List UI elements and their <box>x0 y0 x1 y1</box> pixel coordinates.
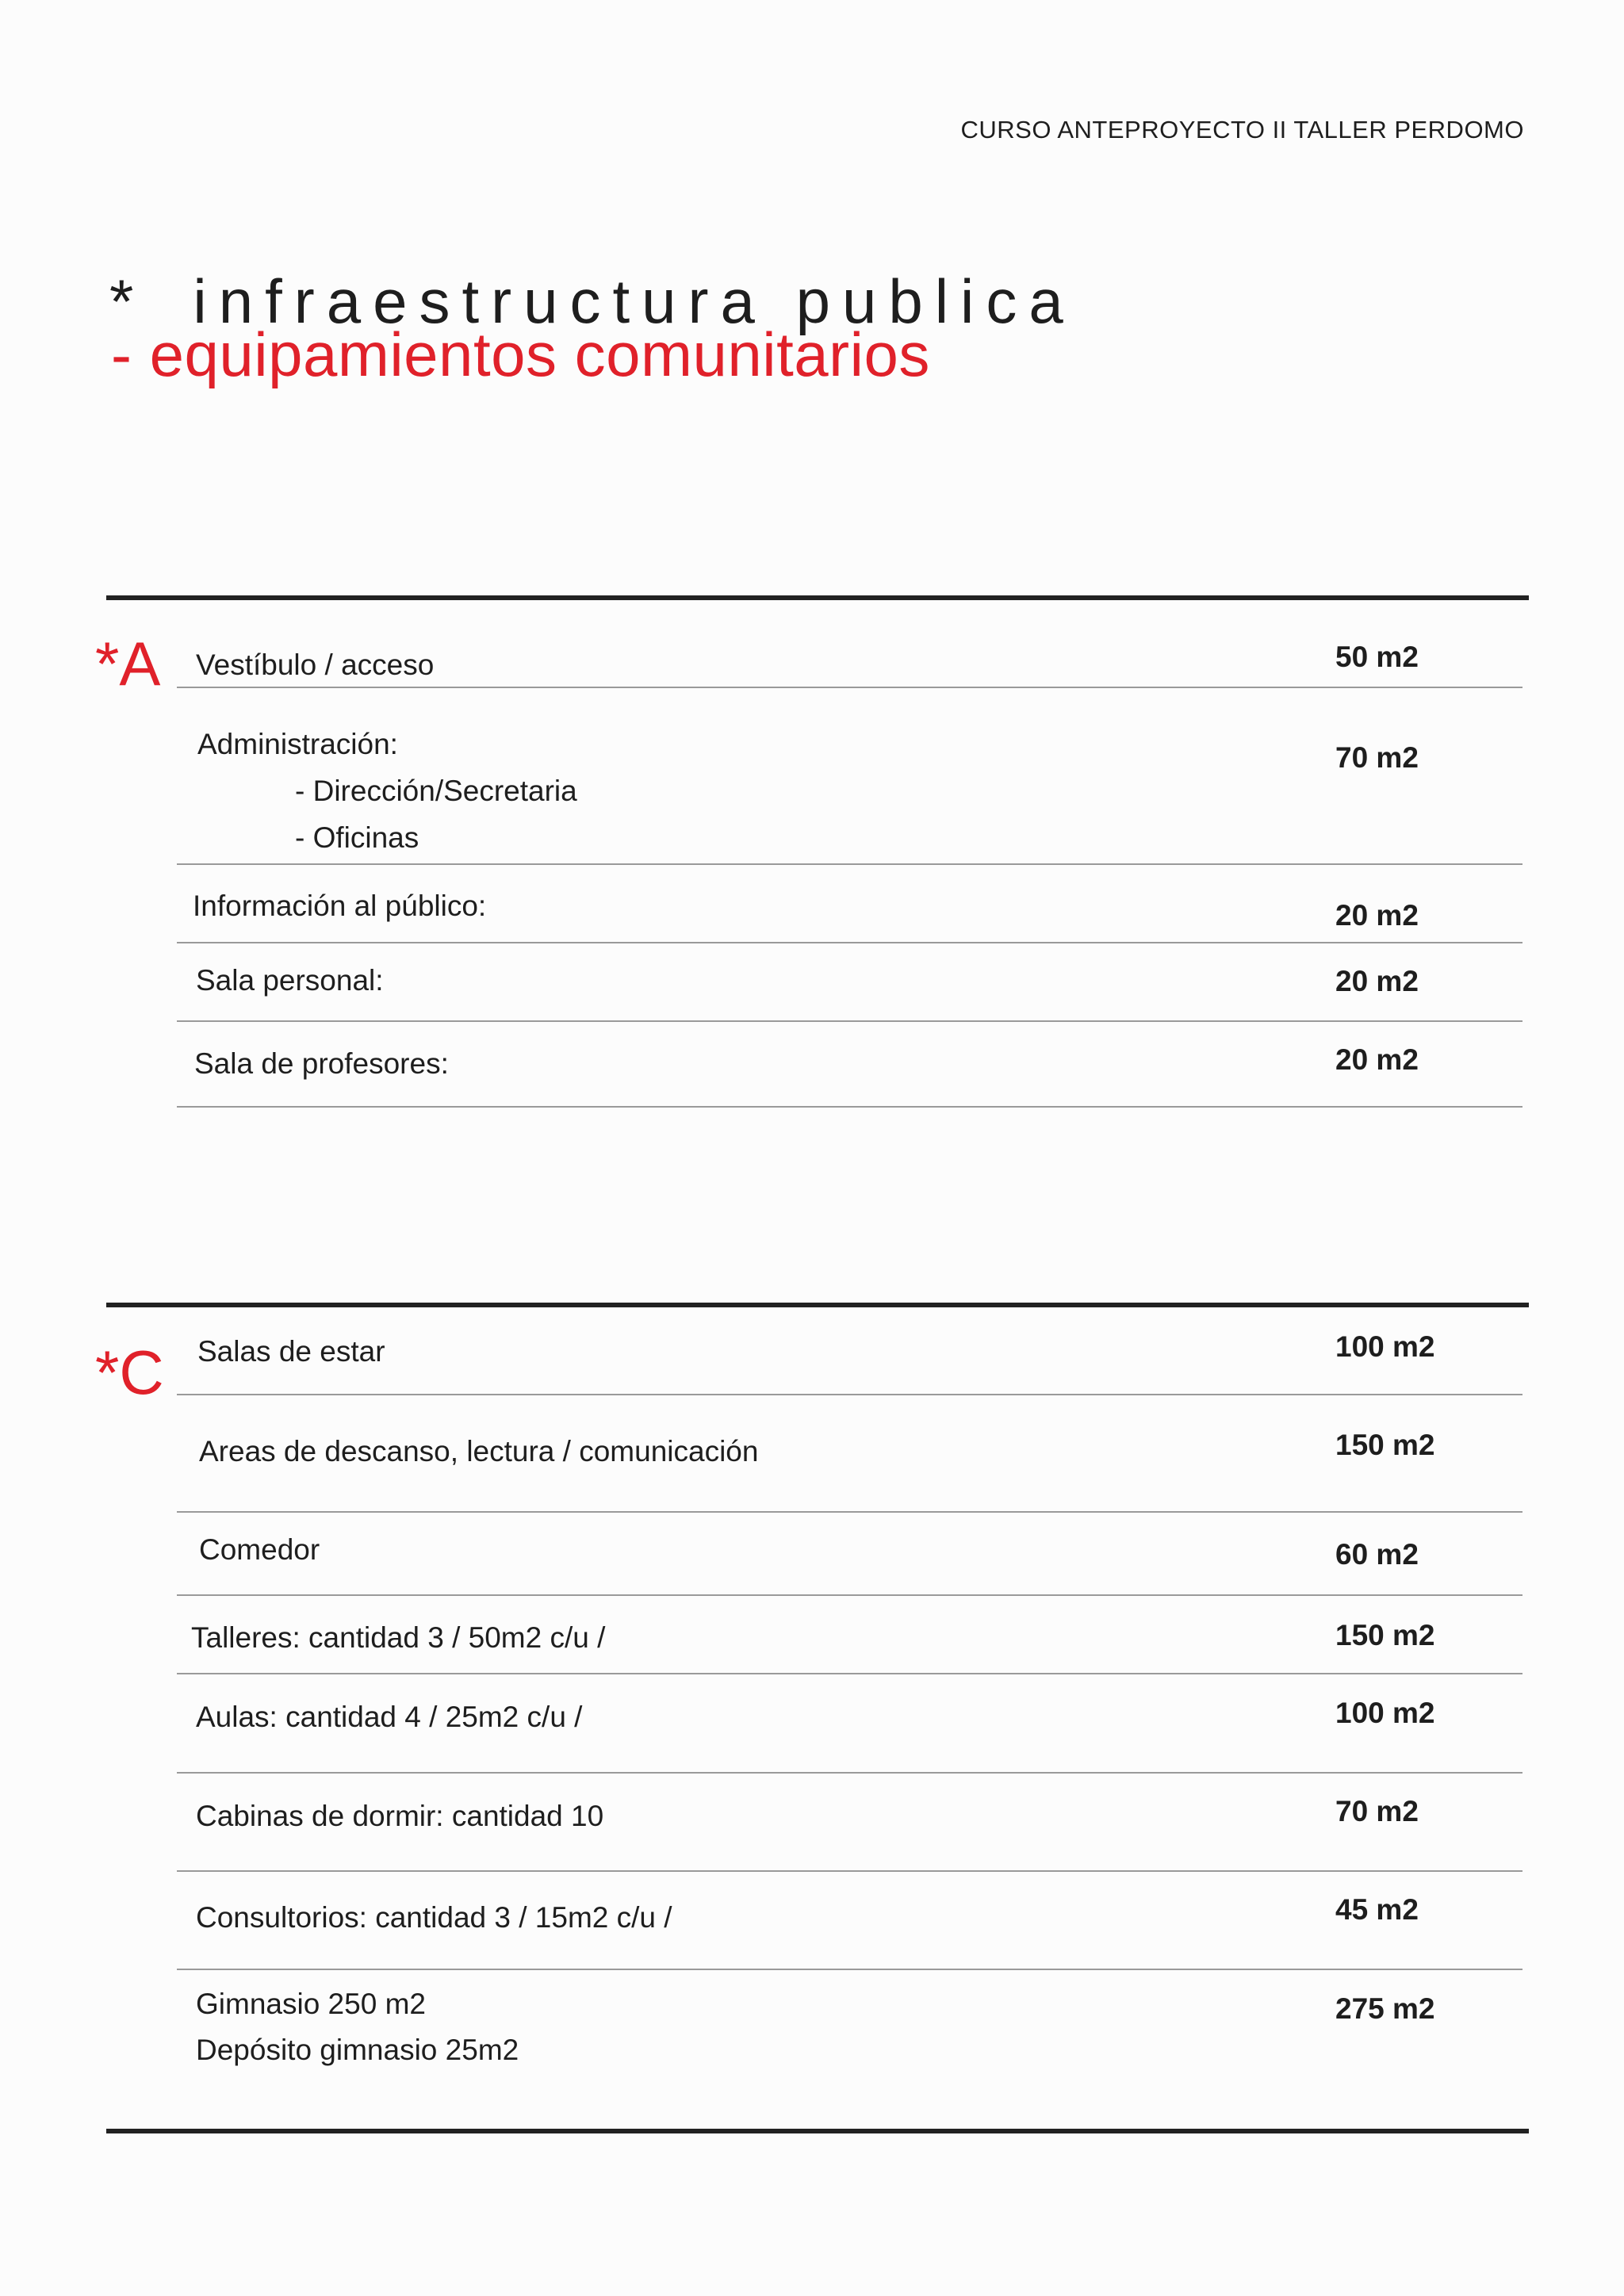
item-sub-oficinas: - Oficinas <box>295 821 419 854</box>
section-c-bottom-rule <box>106 2129 1529 2133</box>
row-divider <box>177 1772 1522 1774</box>
item-name-cabinas: Cabinas de dormir: cantidad 10 <box>196 1800 604 1832</box>
section-c-top-rule <box>106 1303 1529 1307</box>
item-area-informacion: 20 m2 <box>1335 899 1419 932</box>
item-name-areas-descanso: Areas de descanso, lectura / comunicación <box>199 1435 759 1468</box>
row-divider <box>177 1394 1522 1395</box>
item-area-cabinas: 70 m2 <box>1335 1795 1419 1827</box>
item-name-sala-profesores: Sala de profesores: <box>194 1047 449 1080</box>
row-divider <box>177 1106 1522 1108</box>
item-area-administracion: 70 m2 <box>1335 741 1419 774</box>
section-a-top-rule <box>106 595 1529 600</box>
item-area-comedor: 60 m2 <box>1335 1538 1419 1571</box>
section-c-marker: *C <box>95 1337 164 1407</box>
item-name-comedor: Comedor <box>199 1533 320 1566</box>
item-area-consultorios: 45 m2 <box>1335 1893 1419 1926</box>
item-name-salas-estar: Salas de estar <box>197 1335 385 1368</box>
title-asterisk: * <box>109 266 146 336</box>
item-area-vestibulo: 50 m2 <box>1335 641 1419 673</box>
course-header: CURSO ANTEPROYECTO II TALLER PERDOMO <box>960 116 1524 144</box>
item-area-areas-descanso: 150 m2 <box>1335 1429 1435 1461</box>
item-name-aulas: Aulas: cantidad 4 / 25m2 c/u / <box>196 1701 583 1733</box>
page-subtitle: - equipamientos comunitarios <box>111 320 930 389</box>
item-area-salas-estar: 100 m2 <box>1335 1330 1435 1363</box>
item-name-talleres: Talleres: cantidad 3 / 50m2 c/u / <box>191 1621 606 1654</box>
row-divider <box>177 1673 1522 1674</box>
item-name-administracion: Administración: <box>197 728 398 760</box>
title-main: infraestructura publica <box>193 266 1075 336</box>
row-divider <box>177 1870 1522 1872</box>
item-area-sala-personal: 20 m2 <box>1335 965 1419 997</box>
item-area-aulas: 100 m2 <box>1335 1697 1435 1729</box>
item-name-consultorios: Consultorios: cantidad 3 / 15m2 c/u / <box>196 1901 672 1934</box>
item-sub-deposito-gimnasio: Depósito gimnasio 25m2 <box>196 2034 519 2066</box>
item-name-informacion: Información al público: <box>193 890 487 922</box>
row-divider <box>177 942 1522 943</box>
row-divider <box>177 1511 1522 1513</box>
item-name-vestibulo: Vestíbulo / acceso <box>196 649 435 681</box>
section-a-marker: *A <box>95 629 161 698</box>
row-divider <box>177 687 1522 688</box>
item-area-gimnasio: 275 m2 <box>1335 1992 1435 2025</box>
row-divider <box>177 1594 1522 1596</box>
item-name-sala-personal: Sala personal: <box>196 964 384 997</box>
item-sub-direccion: - Dirección/Secretaria <box>295 775 577 807</box>
row-divider <box>177 1020 1522 1022</box>
row-divider <box>177 863 1522 865</box>
item-area-talleres: 150 m2 <box>1335 1619 1435 1651</box>
item-area-sala-profesores: 20 m2 <box>1335 1043 1419 1076</box>
row-divider <box>177 1969 1522 1970</box>
item-name-gimnasio: Gimnasio 250 m2 <box>196 1988 426 2020</box>
